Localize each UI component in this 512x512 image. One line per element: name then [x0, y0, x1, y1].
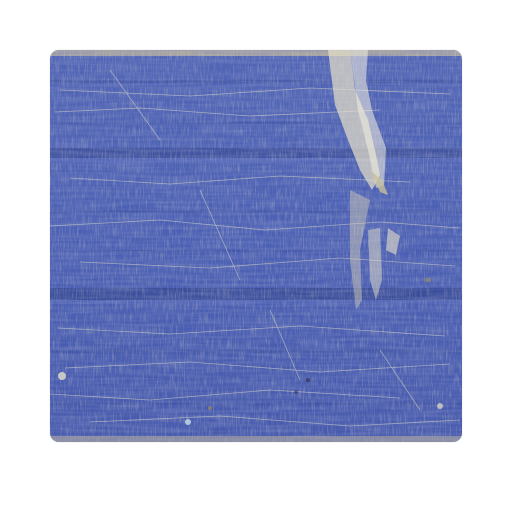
film-residue-texture [50, 50, 462, 442]
metal-panel-texture [50, 50, 462, 442]
panel-bottom-edge [50, 436, 462, 442]
metal-panel [50, 50, 462, 442]
